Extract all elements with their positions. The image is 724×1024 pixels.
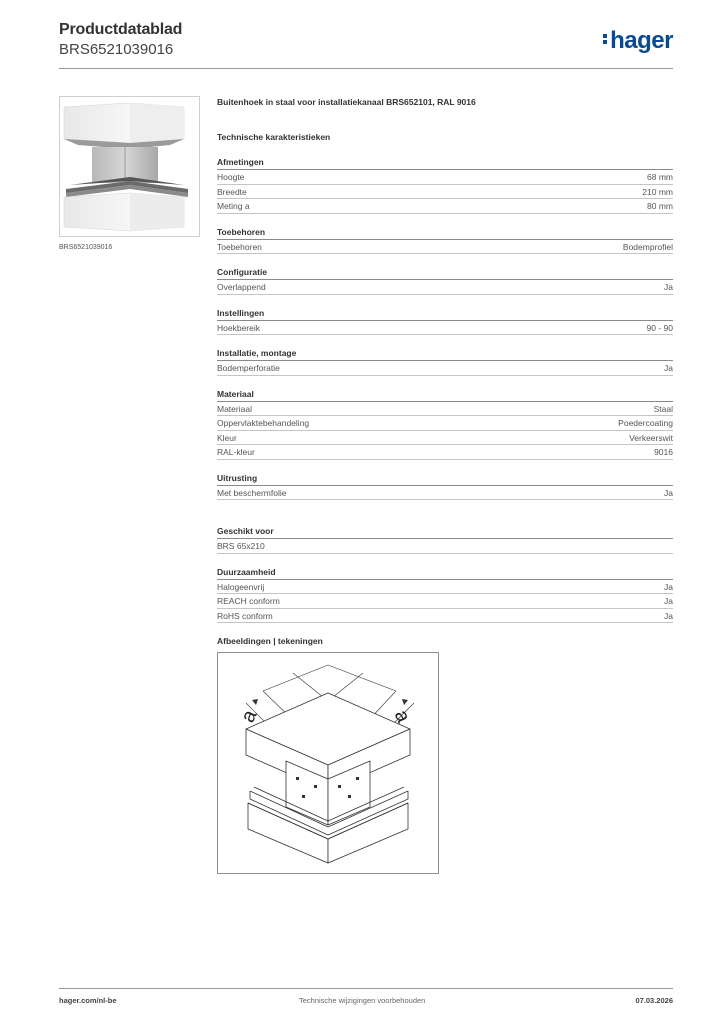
spec-label: Kleur: [217, 432, 237, 443]
spec-label: Oppervlaktebehandeling: [217, 418, 310, 428]
section-title: Duurzaamheid: [217, 566, 673, 580]
spec-label: Halogeenvrij: [217, 581, 265, 592]
section-toebehoren: [217, 226, 673, 255]
section-instellingen: [217, 307, 673, 336]
footer-date: 07.03.2026: [635, 996, 673, 1005]
spec-value: Verkeerswit: [629, 432, 673, 443]
spec-row: [217, 361, 673, 376]
spec-row: [217, 416, 673, 431]
section-installatie: [217, 347, 673, 376]
section-configuratie: [217, 266, 673, 295]
section-title: Materiaal: [217, 388, 673, 402]
hager-logo: [603, 27, 673, 55]
spec-value: 80 mm: [647, 201, 673, 211]
spec-row: [217, 580, 673, 595]
section-uitrusting: [217, 472, 673, 501]
footer-divider: [59, 988, 673, 989]
section-materiaal: [217, 388, 673, 460]
spec-value: Ja: [664, 363, 673, 373]
spec-row: [217, 185, 673, 200]
spec-row: [217, 539, 673, 554]
page-header: [59, 20, 673, 68]
spec-label: Hoogte: [217, 172, 245, 182]
spec-label: BRS 65x210: [217, 541, 265, 551]
spec-row: [217, 321, 673, 336]
section-afmetingen: [217, 156, 673, 214]
spec-row: [217, 240, 673, 255]
spec-label: RAL-kleur: [217, 447, 255, 457]
footer-notice: Technische wijzigingen voorbehouden: [299, 996, 426, 1005]
section-title: Geschikt voor: [217, 525, 673, 539]
spec-label: Breedte: [217, 186, 247, 197]
section-title: Uitrusting: [217, 472, 673, 486]
spec-value: 9016: [654, 447, 673, 457]
logo-text: hager: [610, 27, 673, 54]
spec-label: Bodemperforatie: [217, 363, 280, 373]
spec-label: RoHS conform: [217, 610, 273, 621]
spec-label: REACH conform: [217, 596, 280, 606]
dimension-label-right: a: [389, 706, 415, 726]
product-description: Buitenhoek in staal voor installatiekanaal BRS652101, RAL 9016: [217, 97, 476, 107]
spec-row: [217, 486, 673, 501]
section-duurzaamheid: [217, 566, 673, 624]
technical-characteristics-heading: Technische karakteristieken: [217, 132, 331, 142]
spec-row: [217, 609, 673, 624]
spec-value: Poedercoating: [618, 418, 673, 428]
section-geschikt-voor: [217, 525, 673, 554]
dimension-label-left: a: [236, 706, 262, 726]
spec-row: [217, 402, 673, 417]
spec-row: [217, 199, 673, 214]
spec-value: Ja: [664, 282, 673, 292]
spec-value: Ja: [664, 610, 673, 621]
header-divider: [59, 68, 673, 69]
product-photo: [59, 96, 200, 237]
drawings-heading: Afbeeldingen | tekeningen: [217, 636, 323, 646]
spec-value: Bodemprofiel: [622, 241, 673, 252]
spec-content: [217, 96, 673, 647]
spec-row: [217, 445, 673, 460]
photo-caption: BRS6521039016: [59, 244, 113, 251]
corner-drawing-icon: [218, 653, 438, 873]
spec-value: 68 mm: [647, 172, 673, 182]
product-photo-icon: [60, 97, 199, 236]
section-title: Instellingen: [217, 307, 673, 321]
spec-label: Met beschermfolie: [217, 487, 287, 498]
document-title: Productdatablad: [59, 21, 183, 38]
spec-value: 210 mm: [642, 186, 673, 197]
spec-value: Ja: [664, 596, 673, 606]
spec-value: 90 - 90: [646, 322, 673, 333]
spec-label: Toebehoren: [217, 241, 262, 252]
spec-row: [217, 431, 673, 446]
spec-row: [217, 594, 673, 609]
section-title: Toebehoren: [217, 226, 673, 240]
spec-label: Hoekbereik: [217, 322, 260, 333]
spec-label: Overlappend: [217, 282, 266, 292]
spec-label: Materiaal: [217, 403, 252, 414]
spec-label: Meting a: [217, 201, 250, 211]
footer-website-link[interactable]: hager.com/nl-be: [59, 996, 117, 1005]
technical-drawing: [217, 652, 439, 874]
spec-row: [217, 280, 673, 295]
spec-row: [217, 170, 673, 185]
section-title: Afmetingen: [217, 156, 673, 170]
spec-value: Ja: [664, 487, 673, 498]
logo-dots-icon: [603, 32, 608, 46]
section-title: Configuratie: [217, 266, 673, 280]
product-reference: BRS6521039016: [59, 41, 174, 58]
section-title: Installatie, montage: [217, 347, 673, 361]
spec-value: Ja: [664, 581, 673, 592]
spec-value: Staal: [653, 403, 673, 414]
